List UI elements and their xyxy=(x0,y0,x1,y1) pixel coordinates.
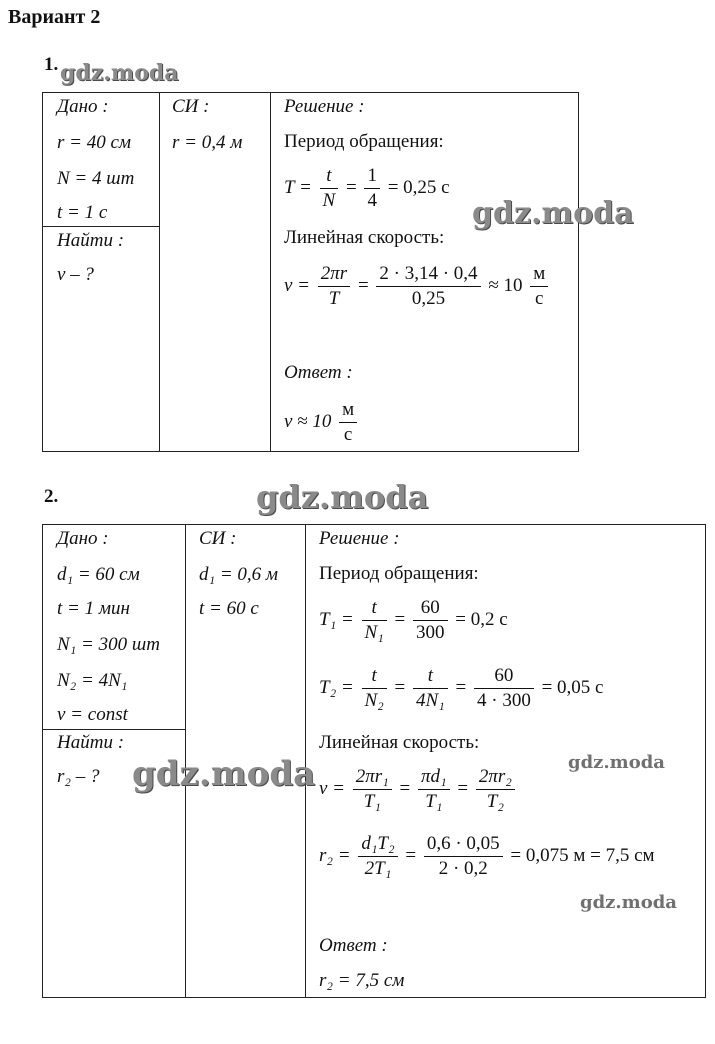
unit-fraction xyxy=(339,398,357,447)
fraction xyxy=(413,664,448,713)
frac-den: T₂ xyxy=(486,791,504,813)
frac-num: м xyxy=(530,262,548,287)
task-1-divider-given xyxy=(159,92,160,452)
task-1-solution-header: Решение : xyxy=(284,96,365,117)
frac-num: πd₁ xyxy=(418,765,450,790)
task-2-given-line-4: N₂ = 4N₁ xyxy=(57,670,128,691)
frac-num: t xyxy=(362,664,387,689)
frac-num: м xyxy=(339,398,357,423)
frac-den: 300 xyxy=(416,622,445,644)
frac-num: 2 · 3,14 · 0,4 xyxy=(376,262,480,287)
fraction xyxy=(318,262,350,311)
task-1-answer xyxy=(284,398,360,447)
task-1-given-header: Дано : xyxy=(57,96,109,117)
task-1-period-label: Период обращения: xyxy=(284,131,444,152)
task-1-si-header: СИ : xyxy=(172,96,210,117)
task-2-r2-formula xyxy=(319,832,655,881)
formula-lhs: v = xyxy=(284,275,311,296)
equals: = xyxy=(357,275,369,296)
task-1-find-line-1: v – ? xyxy=(57,264,94,285)
frac-num: 2πr₁ xyxy=(353,765,392,790)
fraction xyxy=(358,832,397,881)
equals: = xyxy=(405,845,417,866)
formula-lhs: T₁ = xyxy=(319,609,354,630)
watermark-logo: gdz.moda xyxy=(472,196,634,231)
task-2-divider-find xyxy=(42,729,186,730)
frac-den: N₂ xyxy=(364,690,384,712)
frac-num: 1 xyxy=(364,164,380,189)
task-1-period-formula xyxy=(284,164,450,213)
task-1-answer-header: Ответ : xyxy=(284,362,353,383)
watermark-logo: gdz.moda xyxy=(568,752,665,773)
formula-result: = 0,25 с xyxy=(387,177,450,198)
frac-den: 0,25 xyxy=(411,288,446,310)
frac-den: N₁ xyxy=(364,622,384,644)
answer-lhs: v ≈ 10 xyxy=(284,411,332,432)
fraction xyxy=(362,596,387,645)
task-2-given-line-5: v = const xyxy=(57,704,128,725)
equals: = xyxy=(457,778,469,799)
frac-den: 4 xyxy=(367,190,377,212)
variant-title: Вариант 2 xyxy=(8,6,101,28)
unit-fraction xyxy=(530,262,548,311)
fraction xyxy=(362,664,387,713)
watermark-logo: gdz.moda xyxy=(132,754,316,794)
task-2-given-line-3: N₁ = 300 шт xyxy=(57,634,160,655)
task-2-answer: r₂ = 7,5 см xyxy=(319,970,405,991)
formula-lhs: T₂ = xyxy=(319,677,354,698)
task-1-divider-find xyxy=(42,226,160,227)
task-1-si-line-1: r = 0,4 м xyxy=(172,132,243,153)
task-2-si-header: СИ : xyxy=(199,528,237,549)
task-1-speed-label: Линейная скорость: xyxy=(284,227,445,248)
formula-result: = 0,075 м = 7,5 см xyxy=(510,845,655,866)
frac-num: t xyxy=(362,596,387,621)
formula-result: = 0,05 с xyxy=(541,677,604,698)
fraction xyxy=(413,596,448,645)
formula-approx: ≈ 10 xyxy=(488,275,523,296)
fraction xyxy=(364,164,380,213)
fraction xyxy=(376,262,480,311)
task-2-t2-formula xyxy=(319,664,603,713)
fraction xyxy=(353,765,392,814)
frac-den: с xyxy=(535,288,544,310)
equals: = xyxy=(399,778,411,799)
equals: = xyxy=(394,609,406,630)
fraction xyxy=(476,765,515,814)
frac-den: T₁ xyxy=(363,791,381,813)
task-2-solution-header: Решение : xyxy=(319,528,400,549)
task-2-period-label: Период обращения: xyxy=(319,563,479,584)
frac-num: 60 xyxy=(474,664,534,689)
task-1-given-line-3: t = 1 с xyxy=(57,202,108,223)
frac-num: 2πr₂ xyxy=(476,765,515,790)
task-2-given-header: Дано : xyxy=(57,528,109,549)
fraction xyxy=(424,832,503,881)
frac-num: 0,6 · 0,05 xyxy=(424,832,503,857)
frac-den: N xyxy=(322,190,336,212)
frac-num: d₁T₂ xyxy=(358,832,397,857)
formula-lhs: v = xyxy=(319,778,346,799)
equals: = xyxy=(345,177,357,198)
task-2-find-header: Найти : xyxy=(57,732,125,753)
task-2-number: 2. xyxy=(44,486,59,507)
frac-den: с xyxy=(343,424,353,446)
frac-den: 4N₁ xyxy=(416,690,445,712)
watermark-logo: gdz.moda xyxy=(60,60,179,86)
task-2-answer-header: Ответ : xyxy=(319,935,388,956)
task-2-speed-formula xyxy=(319,765,518,814)
task-1-speed-formula xyxy=(284,262,551,311)
task-1-given-line-1: r = 40 см xyxy=(57,132,132,153)
task-1-find-header: Найти : xyxy=(57,230,125,251)
formula-lhs: r₂ = xyxy=(319,845,351,866)
frac-num: t xyxy=(413,664,448,689)
task-2-si-line-1: d₁ = 0,6 м xyxy=(199,564,279,585)
task-2-find-line-1: r₂ – ? xyxy=(57,766,100,787)
frac-num: t xyxy=(320,164,339,189)
equals: = xyxy=(455,677,467,698)
equals: = xyxy=(394,677,406,698)
formula-lhs: T = xyxy=(284,177,312,198)
task-2-speed-label: Линейная скорость: xyxy=(319,732,480,753)
task-2-t1-formula xyxy=(319,596,508,645)
task-2-si-line-2: t = 60 с xyxy=(199,598,259,619)
watermark-logo: gdz.moda xyxy=(580,892,677,913)
frac-den: T₁ xyxy=(425,791,443,813)
frac-den: 2 · 0,2 xyxy=(438,858,488,880)
watermark-logo: gdz.moda xyxy=(256,478,429,516)
fraction xyxy=(320,164,339,213)
frac-num: 2πr xyxy=(318,262,350,287)
task-2-given-line-2: t = 1 мин xyxy=(57,598,130,619)
task-1-divider-si xyxy=(270,92,271,452)
frac-num: 60 xyxy=(413,596,448,621)
task-2-given-line-1: d₁ = 60 см xyxy=(57,564,140,585)
frac-den: 2T₁ xyxy=(364,858,392,880)
task-1-number: 1. xyxy=(44,54,59,75)
fraction xyxy=(418,765,450,814)
fraction xyxy=(474,664,534,713)
formula-result: = 0,2 с xyxy=(455,609,508,630)
frac-den: 4 · 300 xyxy=(477,690,531,712)
task-1-given-line-2: N = 4 шт xyxy=(57,168,135,189)
frac-den: T xyxy=(328,288,340,310)
